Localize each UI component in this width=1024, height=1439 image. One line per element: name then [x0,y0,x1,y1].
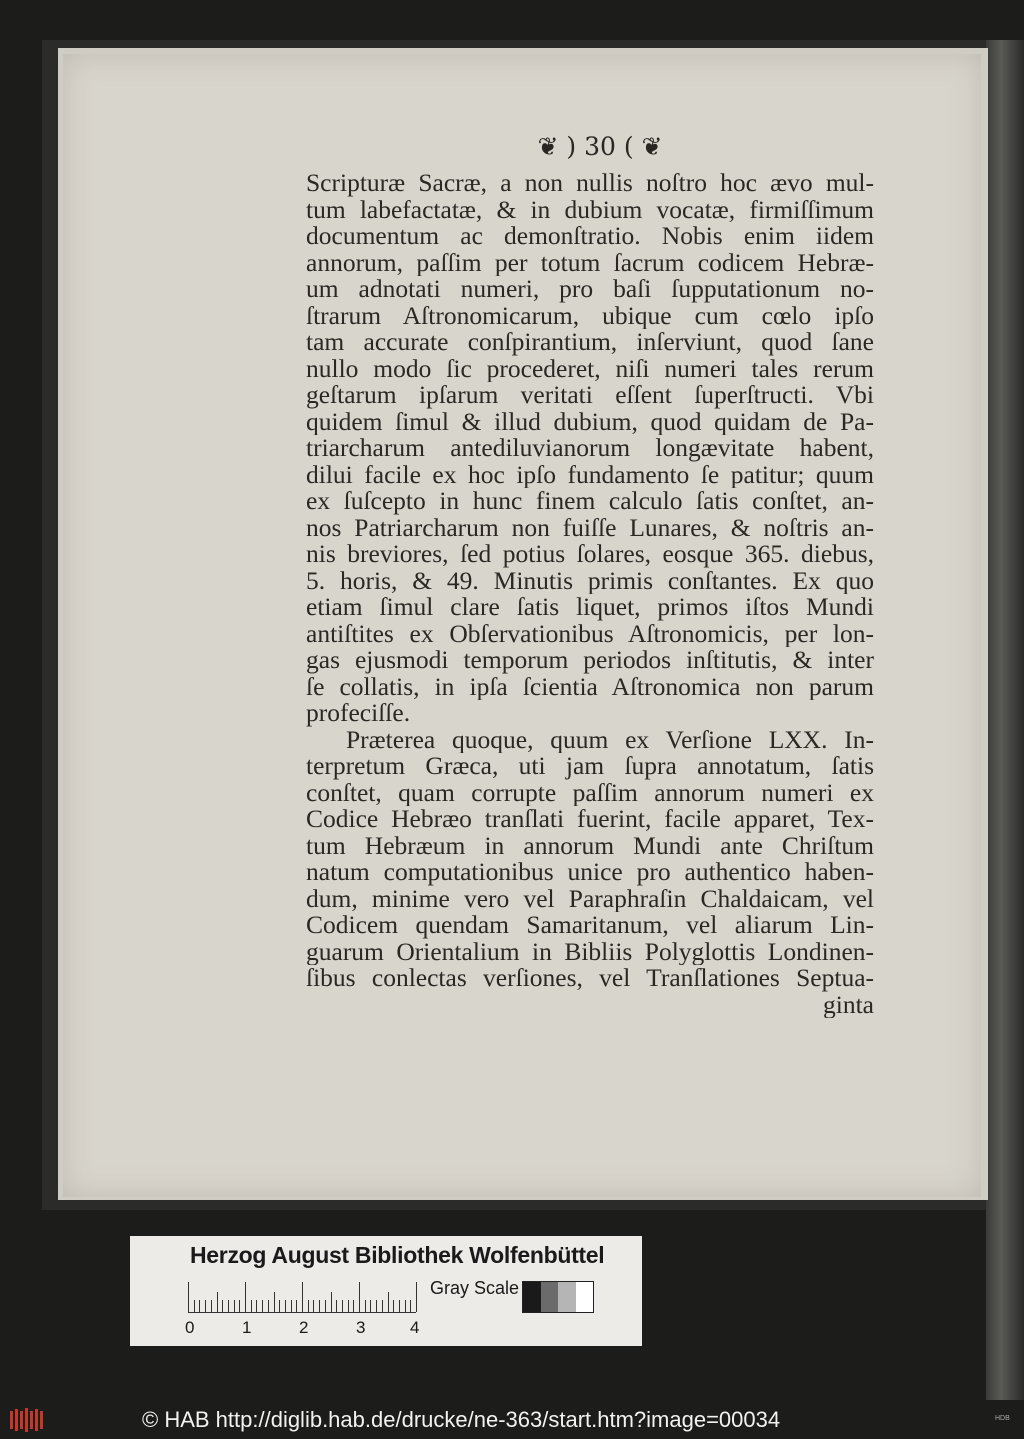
ruler-tick [239,1300,240,1312]
text-line: um adnotati numeri, pro baſi ſupputationum no- [306,276,874,303]
text-line: dum, minime vero vel Paraphraſin Chaldaicam, vel [306,885,874,912]
ruler-tick [205,1300,206,1312]
book-spine [986,40,1024,1400]
text-line: gas ejusmodi temporum periodos inſtitutis, & inter [306,647,874,674]
ruler-tick [222,1300,223,1312]
text-line: dilui facile ex hoc ipſo fundamento ſe patitur; quum [306,461,874,488]
text-line: geſtarum ipſarum veritati eſſent ſuperſtructi. Vbi [306,382,874,409]
gray-swatch [541,1282,559,1312]
ruler-tick [393,1300,394,1312]
text-line: documentum ac demonſtratio. Nobis enim iidem [306,223,874,250]
gray-scale-swatches [522,1281,594,1313]
footer-mark: HDB [995,1415,1010,1422]
ruler-tick [319,1300,320,1312]
ruler-tick [388,1292,389,1312]
library-title: Herzog August Bibliothek Wolfenbüttel [190,1242,605,1268]
text-line: quidem ſimul & illud dubium, quod quidam de Pa- [306,408,874,435]
hab-logo-icon [8,1405,46,1435]
ruler-tick [370,1300,371,1312]
page-text [306,170,874,1018]
ruler-tick [348,1300,349,1312]
ruler-number: 2 [299,1318,309,1337]
ruler-tick [365,1300,366,1312]
text-line: Scripturæ Sacræ, a non nullis noſtro hoc ævo mul- [306,170,874,197]
ruler-tick [353,1300,354,1312]
text-line: tam accurate conſpirantium, inſerviunt, quod ſane [306,329,874,356]
ruler-tick [410,1300,411,1312]
gray-swatch [523,1282,541,1312]
ruler-tick [331,1292,332,1312]
text-line: profeciſſe. [306,700,411,727]
ruler-tick [194,1300,195,1312]
ruler-tick [262,1300,263,1312]
ruler-tick [342,1300,343,1312]
ruler-tick [228,1300,229,1312]
gray-swatch [558,1282,576,1312]
ruler-tick [405,1300,406,1312]
text-line: ſe collatis, in ipſa ſcientia Aſtronomica non parum [306,673,874,700]
text-line: triarcharum antediluvianorum longævitate habent, [306,435,874,462]
text-line: Codicem quendam Samaritanum, vel aliarum Lin- [306,912,874,939]
text-line: nis breviores, ſed potius ſolares, eosque 365. diebus, [306,541,874,568]
ruler-tick [399,1300,400,1312]
ruler-tick [234,1300,235,1312]
text-line: natum computationibus unice pro authentico haben- [306,859,874,886]
text-line: nullo modo ſic procederet, niſi numeri tales rerum [306,355,874,382]
ruler-tick [291,1300,292,1312]
ruler-tick [211,1300,212,1312]
ruler-tick [336,1300,337,1312]
measurement-ruler [188,1280,416,1313]
text-line: tum labefactatæ, & in dubium vocatæ, firmiſſimum [306,196,874,223]
ruler-tick [256,1300,257,1312]
ruler-tick [199,1300,200,1312]
ruler-number: 3 [356,1318,366,1337]
gray-scale-label: Gray Scale [430,1278,520,1298]
text-line: ex ſuſcepto in hunc finem calculo ſatis conſtet, an- [306,488,874,515]
ruler-tick [325,1300,326,1312]
ruler-tick [251,1300,252,1312]
ruler-tick [308,1300,309,1312]
copyright-url: © HAB http://diglib.hab.de/drucke/ne-363/start.htm?image=00034 [142,1407,781,1432]
ruler-tick [313,1300,314,1312]
page-header: ❦ ) 30 ( ❦ [537,132,663,161]
catchword: ginta [823,991,874,1018]
ruler-tick [302,1282,303,1312]
ruler-tick [359,1282,360,1312]
text-line: guarum Orientalium in Bibliis Polyglottis Londinen- [306,938,874,965]
ruler-tick [268,1300,269,1312]
ruler-number: 4 [410,1318,420,1337]
gray-swatch [576,1282,594,1312]
ruler-tick [245,1282,246,1312]
ruler-tick [274,1292,275,1312]
ruler-tick [382,1300,383,1312]
ruler-tick [296,1300,297,1312]
text-line: conſtet, quam corrupte paſſim annorum numeri ex [306,779,874,806]
ruler-tick [279,1300,280,1312]
text-line: Codice Hebræo tranſlati fuerint, facile apparet, Tex- [306,806,874,833]
text-line: etiam ſimul clare ſatis liquet, primos iſtos Mundi [306,594,874,621]
ruler-tick [285,1300,286,1312]
ruler-number: 1 [242,1318,252,1337]
footer-bar [0,1400,1024,1439]
ruler-tick [376,1300,377,1312]
ruler-tick [416,1282,417,1312]
text-line: Præterea quoque, quum ex Verſione LXX. In- [346,726,874,753]
library-label [130,1236,642,1346]
text-line: nos Patriarcharum non fuiſſe Lunares, & noſtris an- [306,514,874,541]
ruler-tick [217,1292,218,1312]
text-line: ſibus conlectas verſiones, vel Tranſlationes Septua- [306,965,874,992]
text-line: antiſtites ex Obſervationibus Aſtronomicis, per lon- [306,620,874,647]
text-line: terpretum Græca, uti jam ſupra annotatum, ſatis [306,753,874,780]
text-line: annorum, paſſim per totum ſacrum codicem Hebræ- [306,249,874,276]
text-line: tum Hebræum in annorum Mundi ante Chriſtum [306,832,874,859]
ruler-tick [188,1282,189,1312]
text-line: ſtrarum Aſtronomicarum, ubique cum cœlo ipſo [306,302,874,329]
text-line: 5. horis, & 49. Minutis primis conſtantes. Ex quo [306,567,874,594]
ruler-number: 0 [185,1318,195,1337]
